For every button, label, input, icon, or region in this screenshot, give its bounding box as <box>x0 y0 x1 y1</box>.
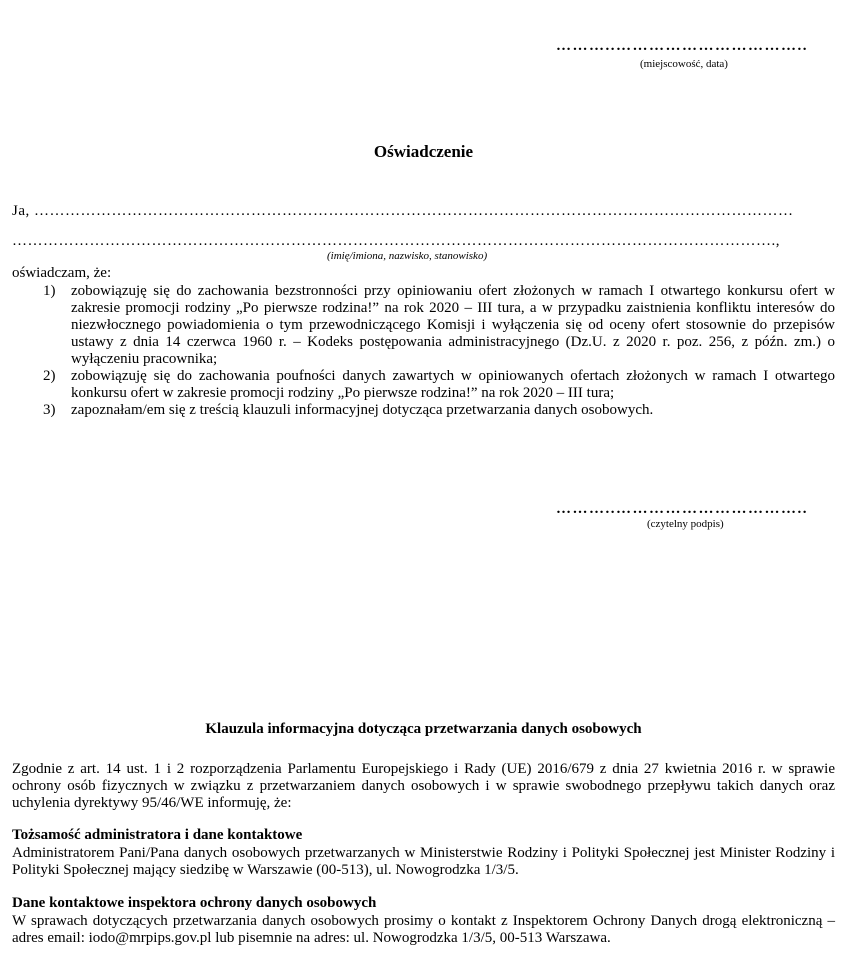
item-text: zobowiązuję się do zachowania bezstronności przy opiniowaniu ofert złożonych w ramach I otwartego konkursu ofert w zakresie promocji rodziny „Po pierwsze rodzina!” na rok 2020 – III tura, a w przypadku zaistnienia konfliktu interesów do niezwłocznego powiadomienia o tym przewodniczącego Komisji i wyłączenia się od oceny ofert stosownie do przepisów ustawy z dnia 14 czerwca 1960 r. – Kodeks postępowania administracyjnego (Dz.U. z 2020 r. poz. 256, z późn. zm.) o wyłączeniu pracownika; <box>71 283 835 367</box>
item-number: 2) <box>43 368 56 384</box>
statement-title: Oświadczenie <box>373 142 474 161</box>
name-line-1: Ja, ………………………………………………………………………………………………………………………………… <box>12 203 794 219</box>
section-heading-administrator: Tożsamość administratora i dane kontaktowe <box>12 827 303 843</box>
item-number: 3) <box>43 402 56 418</box>
name-line-2: …………………………………………………………………………………………………………………………………., <box>12 233 780 249</box>
section-heading-inspector: Dane kontaktowe inspektora ochrony danych osobowych <box>12 895 377 911</box>
statement-item-1 <box>12 283 835 368</box>
clause-intro: Zgodnie z art. 14 ust. 1 i 2 rozporządzenia Parlamentu Europejskiego i Rady (UE) 2016/679 z dnia 27 kwietnia 2016 r. w sprawie ochrony osób fizycznych w związku z przetwarzaniem danych osobowych i w sprawie swobodnego przepływu takich danych oraz uchylenia dyrektywy 95/46/WE informuję, że: <box>12 761 835 811</box>
statement-intro: oświadczam, że: <box>12 265 112 281</box>
signature-caption: (czytelny podpis) <box>647 518 724 530</box>
item-number: 1) <box>43 283 56 299</box>
statement-item-2 <box>12 368 835 402</box>
item-text: zobowiązuję się do zachowania poufności danych zawartych w opiniowanych ofertach złożonych w ramach I otwartego konkursu ofert w zakresie promocji rodziny „Po pierwsze rodzina!” na rok 2020 – III tura; <box>71 368 835 401</box>
place-date-caption: (miejscowość, data) <box>640 58 728 70</box>
signature-dots: ………..…………………………….. <box>556 501 808 517</box>
section-body-inspector: W sprawach dotyczących przetwarzania danych osobowych prosimy o kontakt z Inspektorem Ochrony Danych drogą elektroniczną – adres email: iodo@mrpips.gov.pl lub pisemnie na adres: ul. Nowogrodzka 1/3/5, 00-513 Warszawa. <box>12 913 835 946</box>
section-body-administrator: Administratorem Pani/Pana danych osobowych przetwarzanych w Ministerstwie Rodziny i Polityki Społecznej jest Minister Rodziny i Polityki Społecznej mający siedzibę w Warszawie (00-513), ul. Nowogrodzka 1/3/5. <box>12 845 835 878</box>
name-caption: (imię/imiona, nazwisko, stanowisko) <box>327 250 488 262</box>
clause-title: Klauzula informacyjna dotycząca przetwarzania danych osobowych <box>205 721 642 737</box>
place-date-dots: ………..…………………………….. <box>556 38 808 54</box>
statement-item-3 <box>12 402 835 419</box>
item-text: zapoznałam/em się z treścią klauzuli informacyjnej dotycząca przetwarzania danych osobowych. <box>71 402 654 418</box>
statement-list <box>12 283 835 419</box>
